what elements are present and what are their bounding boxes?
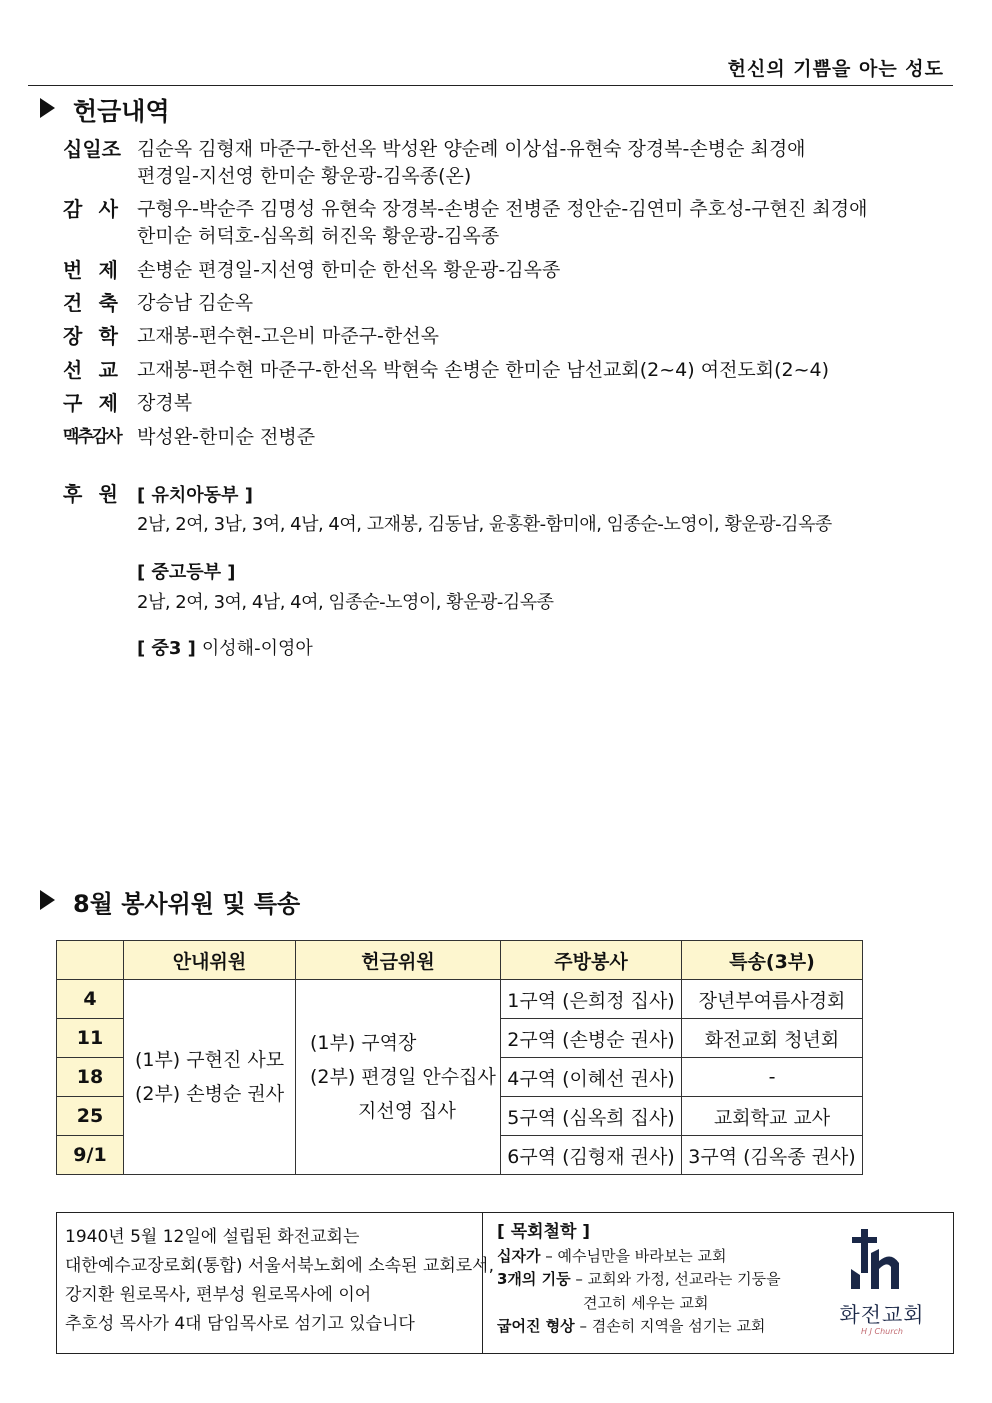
header-cell-blank — [57, 941, 124, 980]
table-header-row — [57, 941, 863, 980]
offering-team-line: 지선영 집사 — [358, 1100, 456, 1122]
ushers-line: (1부) 구현진 사모 — [134, 1049, 285, 1071]
date-cell: 18 — [57, 1058, 124, 1097]
header-cell-ushers: 안내위원 — [124, 941, 296, 980]
special-song-cell: 장년부여름사경회 — [682, 980, 863, 1019]
header-cell-offering: 헌금위원 — [296, 941, 501, 980]
offering-names: 김순옥 김형재 마준구-한선옥 박성완 양순례 이상섭-유현숙 장경복-손병순 최경애 편경일-지선영 한미순 황운광-김옥종(온) — [137, 138, 806, 187]
philosophy-value: 견고히 세우는 교회 — [583, 1293, 709, 1312]
offering-team-cell — [296, 980, 501, 1175]
offering-label: 십일조 — [63, 137, 121, 161]
support-group-grade3 — [137, 634, 313, 660]
philosophy-line — [497, 1315, 781, 1339]
intro-line: 1940년 5월 12일에 설립된 화전교회는 — [65, 1227, 360, 1247]
service-table — [56, 940, 863, 1175]
header-cell-kitchen: 주방봉사 — [501, 941, 682, 980]
date-cell: 11 — [57, 1019, 124, 1058]
special-song-cell: 교회학교 교사 — [682, 1097, 863, 1136]
kitchen-cell: 1구역 (은희정 집사) — [501, 980, 682, 1019]
offering-label: 건 축 — [63, 291, 118, 315]
kitchen-cell: 5구역 (심옥희 집사) — [501, 1097, 682, 1136]
offering-names: 장경복 — [137, 392, 193, 414]
triangle-bullet-icon — [40, 890, 55, 910]
offering-names: 고재봉-편수현 마준구-한선옥 박현숙 손병순 한미순 남선교회(2~4) 여전도회(2~4) — [137, 359, 830, 381]
intro-line: 대한예수교장로회(통합) 서울서북노회에 소속된 교회로서, — [65, 1256, 495, 1276]
support-label: 후 원 — [63, 482, 118, 506]
table-row — [57, 980, 863, 1019]
support-group-grade3-names: 이성해-이영아 — [201, 638, 313, 659]
service-section-title — [40, 884, 300, 919]
philosophy-value: – 교회와 가정, 선교라는 기둥을 — [570, 1270, 781, 1288]
offering-team-line: (1부) 구역장 — [310, 1032, 417, 1054]
offerings-section-title — [40, 92, 170, 128]
triangle-bullet-icon — [40, 98, 55, 118]
church-cross-logo-icon — [827, 1223, 937, 1299]
date-cell: 25 — [57, 1097, 124, 1136]
kitchen-cell: 4구역 (이혜선 권사) — [501, 1058, 682, 1097]
offering-label: 맥추감사 — [63, 427, 121, 447]
philosophy-title: [ 목회철학 ] — [497, 1222, 591, 1242]
support-group-youth-names: 2남, 2여, 3여, 4남, 4여, 임종순-노영이, 황운광-김옥종 — [137, 592, 554, 613]
support-group-kids-names: 2남, 2여, 3남, 3여, 4남, 4여, 고재봉, 김동남, 윤홍환-함미애, 임종순-노영이, 황운광-김옥종 — [137, 514, 832, 535]
offering-label: 구 제 — [63, 391, 118, 415]
header-cell-special-song: 특송(3부) — [682, 941, 863, 980]
philosophy-key: 굽어진 형상 — [497, 1317, 575, 1335]
offering-label: 감 사 — [63, 197, 118, 221]
kitchen-cell: 2구역 (손병순 권사) — [501, 1019, 682, 1058]
support-group-youth-heading: [ 중고등부 ] — [137, 562, 236, 583]
special-song-cell: 화전교회 청년회 — [682, 1019, 863, 1058]
philosophy-key: 십자가 — [497, 1246, 541, 1265]
offering-team-line: (2부) 편경일 안수집사 — [310, 1066, 496, 1088]
offering-names: 손병순 편경일-지선영 한미순 한선옥 황운광-김옥종 — [137, 259, 561, 281]
offerings-title: 헌금내역 — [73, 97, 170, 126]
offering-names: 구형우-박순주 김명성 유현숙 장경복-손병순 전병준 정안순-김연미 추호성-구현진 최경애 한미순 허덕호-심옥희 허진욱 황운광-김옥종 — [137, 198, 868, 247]
offering-label: 장 학 — [63, 324, 118, 348]
logo-subtitle: H J Church — [861, 1327, 903, 1336]
philosophy-value: – 예수님만을 바라보는 교회 — [540, 1246, 727, 1265]
ushers-line: (2부) 손병순 권사 — [134, 1083, 285, 1105]
intro-line: 강지환 원로목사, 편부성 원로목사에 이어 — [65, 1285, 372, 1305]
intro-line: 추호성 목사가 4대 담임목사로 섬기고 있습니다 — [65, 1314, 415, 1334]
date-cell: 9/1 — [57, 1136, 124, 1175]
special-song-cell: - — [682, 1058, 863, 1097]
logo-name: 화전교회 — [839, 1303, 925, 1327]
header-title: 헌신의 기쁨을 아는 성도 — [727, 58, 944, 80]
service-title: 8월 봉사위원 및 특송 — [73, 890, 301, 918]
offering-names: 박성완-한미순 전병준 — [137, 426, 316, 448]
kitchen-cell: 6구역 (김형재 권사) — [501, 1136, 682, 1175]
footer-divider — [482, 1213, 483, 1353]
philosophy-line — [497, 1268, 781, 1292]
offering-label: 번 제 — [63, 258, 118, 282]
philosophy-line — [497, 1245, 781, 1269]
philosophy-value: – 겸손히 지역을 섬기는 교회 — [574, 1317, 766, 1335]
church-logo — [827, 1223, 937, 1343]
church-intro — [65, 1223, 494, 1339]
church-info-box — [56, 1212, 954, 1354]
header-divider — [28, 85, 953, 86]
offering-names: 고재봉-편수현-고은비 마준구-한선옥 — [137, 325, 439, 347]
date-cell: 4 — [57, 980, 124, 1019]
special-song-cell: 3구역 (김옥종 권사) — [682, 1136, 863, 1175]
philosophy-key: 3개의 기둥 — [497, 1270, 571, 1288]
ushers-cell — [124, 980, 296, 1175]
support-group-kids-heading: [ 유치아동부 ] — [137, 485, 253, 506]
ministry-philosophy — [497, 1221, 781, 1339]
offering-label: 선 교 — [63, 358, 118, 382]
philosophy-line — [497, 1292, 781, 1316]
offering-names: 강승남 김순옥 — [137, 292, 254, 314]
support-group-grade3-heading: [ 중3 ] — [137, 638, 196, 659]
